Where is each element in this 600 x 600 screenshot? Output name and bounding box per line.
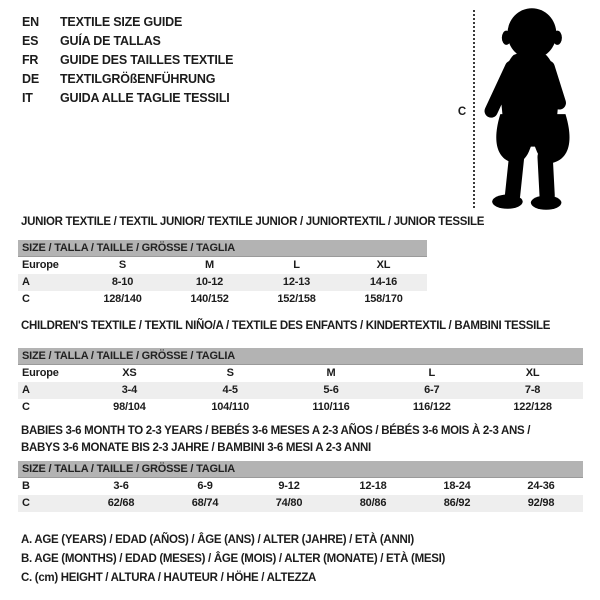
- row-label: B: [22, 480, 30, 492]
- size-cell: 12-18: [359, 480, 387, 492]
- size-cell: L: [428, 367, 436, 379]
- language-code: FR: [22, 53, 39, 67]
- table-row: [18, 495, 583, 512]
- size-cell: 110/116: [312, 401, 350, 413]
- size-cell: XL: [376, 259, 391, 271]
- babies-size-table: [18, 461, 583, 512]
- size-cell: 152/158: [277, 293, 316, 305]
- language-title: GUÍA DE TALLAS: [60, 34, 161, 48]
- size-cell: 104/110: [211, 401, 250, 413]
- size-cell: 140/152: [190, 293, 229, 305]
- language-title: GUIDA ALLE TAGLIE TESSILI: [60, 91, 230, 105]
- language-code: DE: [22, 72, 39, 86]
- language-title: TEXTILE SIZE GUIDE: [60, 15, 183, 29]
- language-code: EN: [22, 15, 39, 29]
- size-cell: M: [326, 367, 336, 379]
- row-label: C: [22, 293, 30, 305]
- size-cell: 18-24: [443, 480, 471, 492]
- size-cell: 158/170: [364, 293, 403, 305]
- size-cell: 3-6: [113, 480, 129, 492]
- size-cell: L: [293, 259, 300, 271]
- toddler-silhouette-icon: [483, 6, 595, 212]
- size-cell: S: [226, 367, 234, 379]
- size-cell: 116/122: [412, 401, 451, 413]
- junior-size-table: [18, 240, 427, 308]
- size-header-bar: SIZE / TALLA / TAILLE / GRÖSSE / TAGLIA: [18, 240, 427, 257]
- footnote-list: [21, 531, 445, 588]
- language-title: GUIDE DES TAILLES TEXTILE: [60, 53, 234, 67]
- language-title-list: [22, 13, 233, 108]
- size-cell: 7-8: [524, 384, 541, 396]
- table-row: [18, 365, 583, 382]
- children-table-title: CHILDREN'S TEXTILE / TEXTIL NIÑO/A / TEXTILE DES ENFANTS / KINDERTEXTIL / BAMBINI TESSILE: [21, 320, 551, 332]
- row-label: Europe: [22, 259, 59, 271]
- footnote: C. (cm) HEIGHT / ALTURA / HAUTEUR / HÖHE / ALTEZZA: [21, 572, 317, 584]
- size-cell: 74/80: [275, 497, 303, 509]
- table-row: [18, 291, 427, 308]
- table-row: [18, 257, 427, 274]
- row-label: C: [22, 401, 30, 413]
- language-row: [22, 32, 233, 51]
- size-cell: M: [205, 259, 214, 271]
- size-cell: 6-7: [424, 384, 440, 396]
- size-header-bar: SIZE / TALLA / TAILLE / GRÖSSE / TAGLIA: [18, 461, 583, 478]
- size-cell: 98/104: [113, 401, 146, 413]
- footnote: A. AGE (YEARS) / EDAD (AÑOS) / ÂGE (ANS) / ALTER (JAHRE) / ETÀ (ANNI): [21, 534, 414, 546]
- row-label: A: [22, 276, 30, 288]
- height-c-label: C: [457, 106, 467, 118]
- size-cell: 8-10: [111, 276, 134, 288]
- size-cell: 14-16: [369, 276, 398, 288]
- language-code: ES: [22, 34, 39, 48]
- size-cell: 24-36: [527, 480, 555, 492]
- size-cell: 122/128: [513, 401, 552, 413]
- size-cell: 12-13: [282, 276, 311, 288]
- table-row: [18, 382, 583, 399]
- language-title: TEXTILGRÖßENFÜHRUNG: [60, 72, 216, 86]
- language-code: IT: [22, 91, 33, 105]
- size-cell: XS: [122, 367, 137, 379]
- babies-table-title-line2: BABYS 3-6 MONATE BIS 2-3 JAHRE / BAMBINI 3-6 MESI A 2-3 ANNI: [21, 442, 371, 454]
- children-size-table: [18, 348, 583, 416]
- size-cell: 9-12: [278, 480, 300, 492]
- language-row: [22, 70, 233, 89]
- row-label: Europe: [22, 367, 59, 379]
- size-cell: 10-12: [195, 276, 224, 288]
- height-measure-dotted-line: [473, 10, 475, 208]
- size-cell: 62/68: [107, 497, 135, 509]
- babies-table-title-line1: BABIES 3-6 MONTH TO 2-3 YEARS / BEBÉS 3-6 MESES A 2-3 AÑOS / BÉBÉS 3-6 MOIS À 2-3 ANS /: [21, 425, 531, 437]
- size-cell: S: [118, 259, 127, 271]
- junior-table-title: JUNIOR TEXTILE / TEXTIL JUNIOR/ TEXTILE JUNIOR / JUNIORTEXTIL / JUNIOR TESSILE: [21, 216, 485, 228]
- table-row: [18, 478, 583, 495]
- size-header-bar: SIZE / TALLA / TAILLE / GRÖSSE / TAGLIA: [18, 348, 583, 365]
- size-cell: 3-4: [121, 384, 138, 396]
- size-cell: 92/98: [527, 497, 555, 509]
- table-row: [18, 274, 427, 291]
- size-cell: 6-9: [197, 480, 213, 492]
- size-cell: 128/140: [103, 293, 142, 305]
- language-row: [22, 89, 233, 108]
- row-label: C: [22, 497, 30, 509]
- table-row: [18, 399, 583, 416]
- size-cell: XL: [525, 367, 540, 379]
- size-cell: 80/86: [359, 497, 387, 509]
- size-cell: 86/92: [443, 497, 471, 509]
- size-cell: 5-6: [323, 384, 339, 396]
- size-cell: 4-5: [222, 384, 238, 396]
- size-cell: 68/74: [191, 497, 219, 509]
- language-row: [22, 13, 233, 32]
- language-row: [22, 51, 233, 70]
- row-label: A: [22, 384, 30, 396]
- footnote: B. AGE (MONTHS) / EDAD (MESES) / ÂGE (MOIS) / ALTER (MONATE) / ETÀ (MESI): [21, 553, 446, 565]
